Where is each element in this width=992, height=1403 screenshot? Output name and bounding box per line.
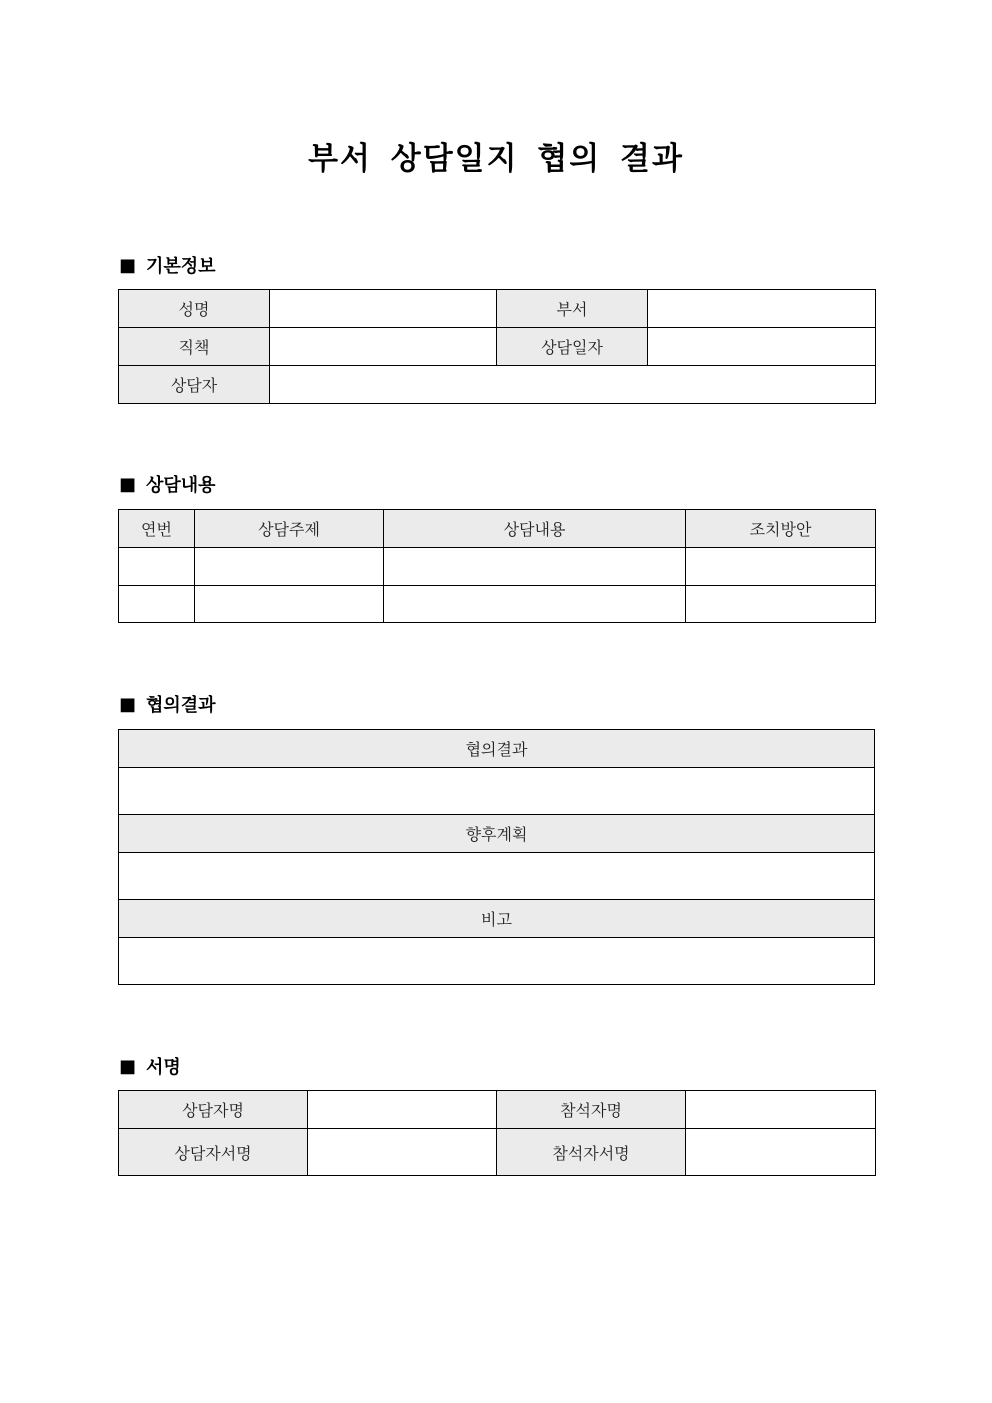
section-heading-label: 서명 (146, 1057, 181, 1078)
square-bullet-icon: ■ (119, 473, 137, 495)
attendee-sign-field[interactable] (686, 1129, 876, 1176)
section-heading-label: 상담내용 (146, 475, 216, 496)
basic-info-table (118, 289, 876, 404)
name-label: 성명 (119, 290, 270, 328)
column-header: 상담주제 (195, 510, 384, 548)
section-heading-label: 기본정보 (146, 256, 216, 277)
table-cell[interactable] (686, 586, 876, 623)
date-label: 상담일자 (497, 328, 648, 366)
section-heading-content (119, 472, 216, 496)
signature-table (118, 1090, 876, 1176)
note-field[interactable] (119, 938, 875, 985)
counselor-label: 상담자 (119, 366, 270, 404)
attendee-sign-label: 참석자서명 (497, 1129, 686, 1176)
table-cell[interactable] (384, 586, 686, 623)
counselor-sign-field[interactable] (308, 1129, 497, 1176)
attendee-name-field[interactable] (686, 1091, 876, 1129)
plan-field[interactable] (119, 853, 875, 900)
square-bullet-icon: ■ (119, 254, 137, 276)
position-label: 직책 (119, 328, 270, 366)
section-heading-basic (119, 253, 216, 277)
table-cell[interactable] (384, 548, 686, 586)
page-title: 부서 상담일지 협의 결과 (308, 141, 684, 177)
table-cell[interactable] (195, 586, 384, 623)
column-header: 상담내용 (384, 510, 686, 548)
column-header: 조치방안 (686, 510, 876, 548)
column-header: 연번 (119, 510, 195, 548)
table-cell[interactable] (686, 548, 876, 586)
table-cell[interactable] (195, 548, 384, 586)
square-bullet-icon: ■ (119, 1055, 137, 1077)
table-row (119, 548, 876, 586)
counselor-name-field[interactable] (308, 1091, 497, 1129)
result-table (118, 729, 875, 985)
section-heading-signature (119, 1054, 181, 1078)
result-field[interactable] (119, 768, 875, 815)
square-bullet-icon: ■ (119, 693, 137, 715)
section-heading-label: 협의결과 (146, 695, 216, 716)
dept-field[interactable] (648, 290, 876, 328)
table-row (119, 586, 876, 623)
position-field[interactable] (270, 328, 497, 366)
counselor-field[interactable] (270, 366, 876, 404)
plan-label: 향후계획 (119, 815, 875, 853)
result-label: 협의결과 (119, 730, 875, 768)
table-cell[interactable] (119, 548, 195, 586)
date-field[interactable] (648, 328, 876, 366)
name-field[interactable] (270, 290, 497, 328)
dept-label: 부서 (497, 290, 648, 328)
note-label: 비고 (119, 900, 875, 938)
counselor-sign-label: 상담자서명 (119, 1129, 308, 1176)
table-cell[interactable] (119, 586, 195, 623)
section-heading-result (119, 692, 216, 716)
attendee-name-label: 참석자명 (497, 1091, 686, 1129)
content-table (118, 509, 876, 623)
counselor-name-label: 상담자명 (119, 1091, 308, 1129)
